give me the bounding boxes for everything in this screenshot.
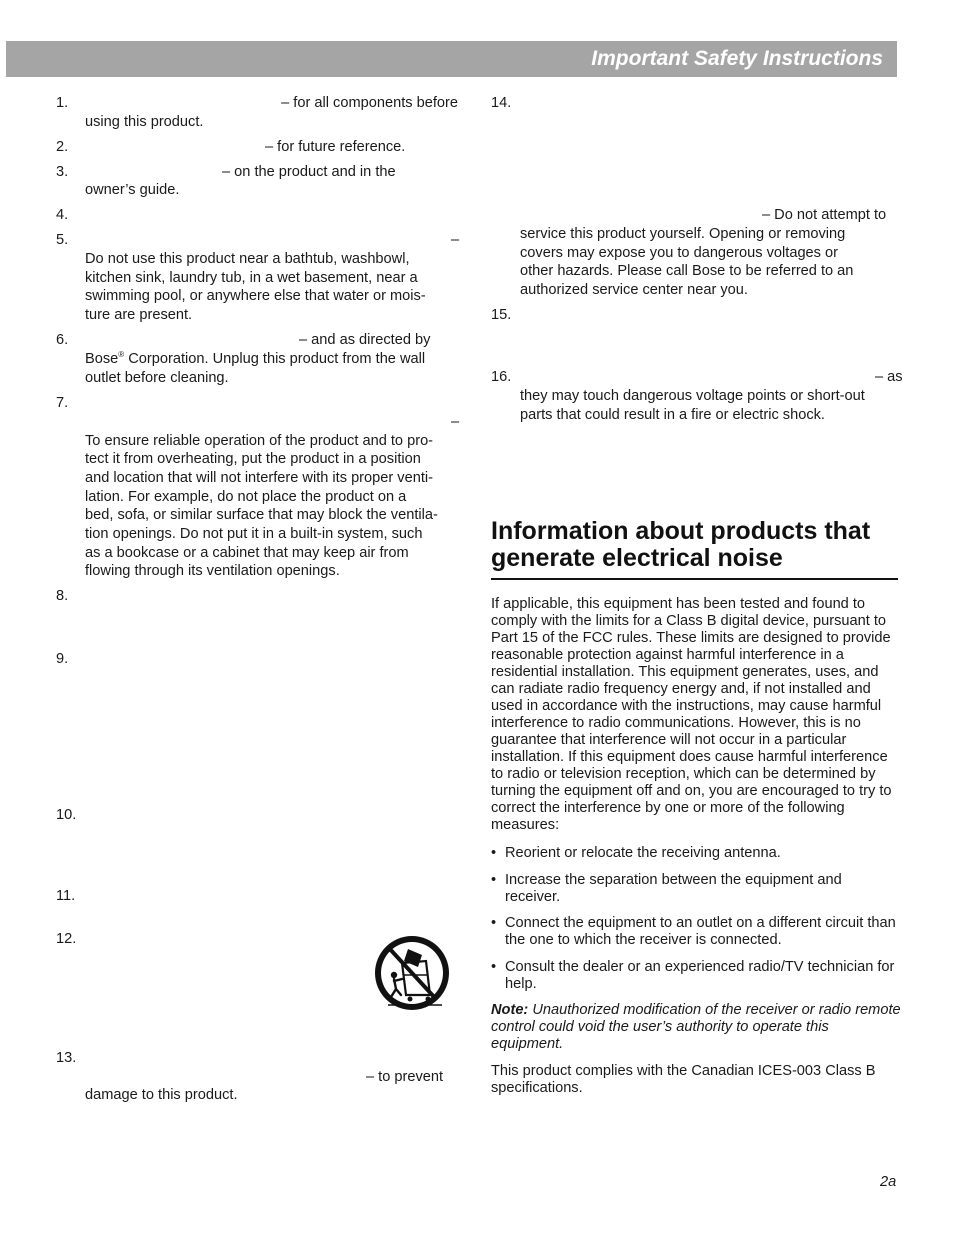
bullet-text: Connect the equipment to an outlet on a different circuit than the one to which the receiver is connected.	[505, 915, 896, 948]
item-number: 3.	[56, 164, 69, 180]
item-continuation: ture are present.	[85, 307, 193, 323]
bullet-text: Reorient or relocate the receiving antenna.	[505, 845, 781, 861]
item-dash-text: –	[451, 414, 460, 430]
item-continuation: parts that could result in a fire or electric shock.	[520, 407, 825, 423]
page-number: 2a	[880, 1174, 897, 1190]
item-number: 1.	[56, 95, 69, 111]
item-continuation: they may touch dangerous voltage points or short-out	[520, 388, 865, 404]
item-dash-text: – for future reference.	[265, 139, 406, 155]
item-continuation: as a bookcase or a cabinet that may keep air from	[85, 545, 409, 561]
note-text: Unauthorized modification of the receiver or radio remote control could void the user’s authority to operate this equipment.	[491, 1002, 901, 1052]
item-number: 15.	[491, 307, 512, 323]
note-label: Note:	[491, 1002, 529, 1018]
item-number: 11.	[56, 888, 76, 904]
bullet-text: Consult the dealer or an experienced radio/TV technician for help.	[505, 959, 895, 992]
item-dash-text: – to prevent	[366, 1069, 444, 1085]
heading-rule	[491, 578, 898, 580]
item-number: 9.	[56, 651, 69, 667]
item-dash-text: – and as directed by	[299, 332, 431, 348]
item-dash-text: – for all components before	[281, 95, 458, 111]
item-number: 14.	[491, 95, 512, 111]
item-number: 6.	[56, 332, 69, 348]
canada-compliance: This product complies with the Canadian ICES-003 Class B specifications.	[491, 1063, 876, 1096]
page-title: Important Safety Instructions	[591, 47, 883, 70]
item-continuation: bed, sofa, or similar surface that may block the ventila-	[85, 507, 438, 523]
item-dash-text: – Do not attempt to	[762, 207, 887, 223]
item-continuation: owner’s guide.	[85, 182, 180, 198]
item-continuation: Corporation. Unplug this product from the wall	[128, 351, 426, 367]
fcc-paragraph: If applicable, this equipment has been tested and found to comply with the limits for a Class B digital device, pursuant to Part 15 of the FCC rules. These limits are designed to provide reasonable protection against harmful interference in a residential installation. This equipment generates, uses, and can radiate radio frequency energy and, if not installed and used in accordance with the instructions, may cause harmful interference to radio communications. However, this is no guarantee that interference will not occur in a particular installation. If this equipment does cause harmful interference to radio or television reception, which can be determined by turning the equipment off and on, you are encouraged to try to correct the interference by one or more of the following measures:	[491, 596, 892, 833]
bullet-text: Increase the separation between the equipment and receiver.	[505, 872, 842, 905]
note-paragraph	[491, 1002, 901, 1053]
registered-mark: ®	[118, 350, 125, 360]
item-continuation: other hazards. Please call Bose to be referred to an	[520, 263, 854, 279]
item-number: 8.	[56, 588, 69, 604]
item-continuation: flowing through its ventilation openings.	[85, 563, 340, 579]
item-number: 5.	[56, 232, 69, 248]
item-number: 13.	[56, 1050, 77, 1066]
item-continuation: and location that will not interfere with its proper venti-	[85, 470, 433, 486]
item-continuation: using this product.	[85, 114, 204, 130]
item-number: 10.	[56, 807, 77, 823]
bullet-symbol: •	[491, 872, 497, 888]
item-continuation: kitchen sink, laundry tub, in a wet basement, near a	[85, 270, 418, 286]
item-number: 12.	[56, 931, 77, 947]
bullet-symbol: •	[491, 915, 497, 931]
item-continuation: authorized service center near you.	[520, 282, 748, 298]
item-dash-text: – on the product and in the	[222, 164, 396, 180]
item-dash-text: – as	[875, 369, 903, 385]
item-continuation: tion openings. Do not put it in a built-in system, such	[85, 526, 423, 542]
item-continuation: tect it from overheating, put the product in a position	[85, 451, 421, 467]
item-continuation: lation. For example, do not place the product on a	[85, 489, 407, 505]
item-number: 16.	[491, 369, 512, 385]
item-continuation: swimming pool, or anywhere else that water or mois-	[85, 288, 426, 304]
bullet-symbol: •	[491, 845, 497, 861]
item-number: 4.	[56, 207, 69, 223]
item-continuation: service this product yourself. Opening or removing	[520, 226, 846, 242]
header-bar	[6, 41, 897, 77]
item-continuation: damage to this product.	[85, 1087, 238, 1103]
item-continuation: outlet before cleaning.	[85, 370, 229, 386]
item-continuation: To ensure reliable operation of the product and to pro-	[85, 433, 434, 449]
item-dash-text: –	[451, 232, 460, 248]
item-number: 2.	[56, 139, 69, 155]
brand-name: Bose	[85, 351, 119, 367]
item-continuation-line	[85, 350, 425, 369]
no-cart-tip-over-warning-icon	[374, 935, 452, 1013]
item-continuation: Do not use this product near a bathtub, washbowl,	[85, 251, 410, 267]
bullet-symbol: •	[491, 959, 497, 975]
section-heading: Information about products that generate electrical noise	[491, 517, 871, 572]
item-continuation: covers may expose you to dangerous voltages or	[520, 245, 838, 261]
item-number: 7.	[56, 395, 69, 411]
